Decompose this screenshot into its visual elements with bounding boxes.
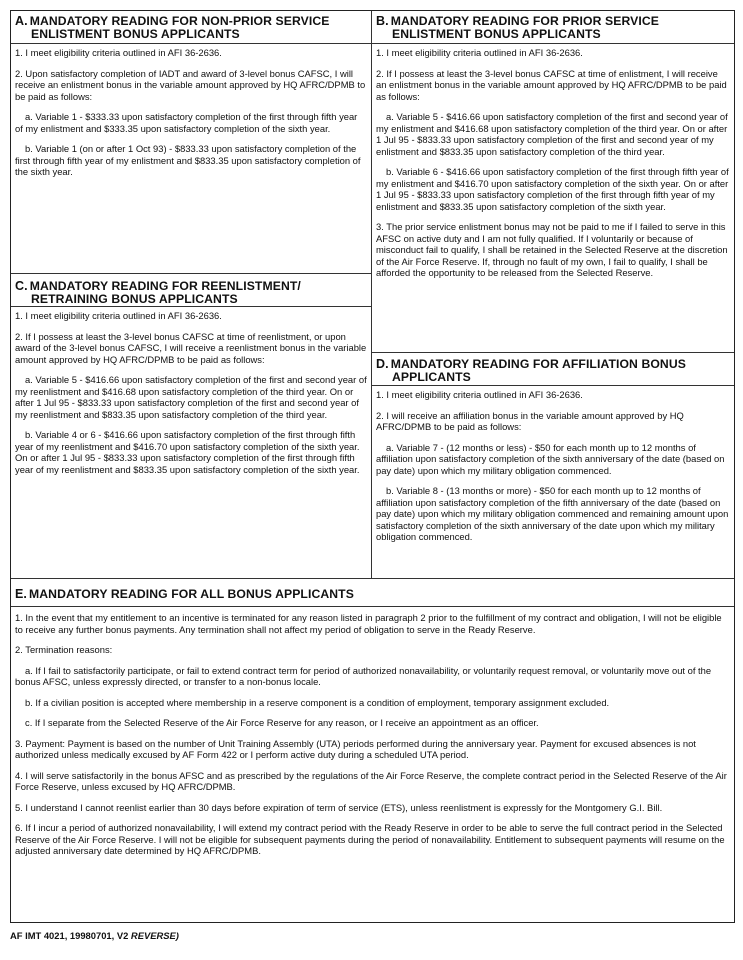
section-e-para: c. If I separate from the Selected Reserve of the Air Force Reserve for any reason, or I receive an appointment as an officer. — [25, 717, 539, 728]
section-a — [11, 11, 371, 273]
section-d-letter: D. — [376, 357, 389, 371]
section-a-para: 1. I meet eligibility criteria outlined in AFI 36-2636. — [15, 47, 222, 58]
section-e-para: a. If I fail to satisfactorily participate, or fail to extend contract term for period of authorized nonavailability, or voluntarily request removal, or voluntarily move out of the bonus AFSC, unless expressly directed, or transfer to a non-bonus locale. — [15, 664, 712, 687]
section-c-header — [11, 274, 371, 306]
section-b-title-line2: ENLISTMENT BONUS APPLICANTS — [392, 27, 601, 41]
section-d-para: 1. I meet eligibility criteria outlined in AFI 36-2636. — [376, 389, 583, 400]
section-b-para: 1. I meet eligibility criteria outlined in AFI 36-2636. — [376, 47, 583, 58]
section-b-para: 3. The prior service enlistment bonus may not be paid to me if I failed to serve in this AFSC on active duty and I am not fully qualified. If I voluntarily or because of misconduct fail to qualify, I shall be retained in the Selected Reserve at the discretion of the Air Force Reserve. If, through no fault of my own, I fail to qualify, I shall be afforded the opportunity to be released from the Selected Reserve. — [376, 221, 728, 278]
section-c-title-line2: RETRAINING BONUS APPLICANTS — [31, 292, 238, 306]
section-c-title-line1: MANDATORY READING FOR REENLISTMENT/ — [29, 279, 301, 293]
section-c — [11, 274, 371, 578]
form-id: AF IMT 4021, 19980701, V2 — [10, 930, 129, 941]
section-d-para: a. Variable 7 - (12 months or less) - $50 for each month up to 12 months of affiliation upon satisfactory completion of the sixth anniversary of the date (based on pay date) upon which my military obligation commenced. — [376, 441, 725, 476]
section-c-para: 2. If I possess at least the 3-level bonus CAFSC at time of reenlistment, or upon award of the 3-level bonus CAFSC, I will receive a reenlistment bonus in the variable amount approved by HQ AFRC/DPMB to be paid as follows: — [15, 330, 367, 365]
section-e-title: MANDATORY READING FOR ALL BONUS APPLICANTS — [29, 587, 354, 601]
section-a-letter: A. — [15, 14, 28, 28]
section-b — [372, 11, 734, 352]
section-e-para: b. If a civilian position is accepted where membership in a reserve component is a condition of employment, temporary assignment excluded. — [25, 696, 610, 708]
section-d-title-line1: MANDATORY READING FOR AFFILIATION BONUS — [390, 357, 686, 371]
section-e — [11, 579, 734, 922]
section-c-letter: C. — [15, 279, 28, 293]
section-a-para: b. Variable 1 (on or after 1 Oct 93) - $833.33 upon satisfactory completion of the first through fifth year of my enlistment and $833.35 upon satisfactory completion of the sixth year. — [15, 143, 361, 177]
section-a-title-line1: MANDATORY READING FOR NON-PRIOR SERVICE — [29, 14, 330, 28]
section-c-para: 1. I meet eligibility criteria outlined in AFI 36-2636. — [15, 310, 222, 321]
section-b-para: a. Variable 5 - $416.66 upon satisfactory completion of the first and second year of my enlistment and $416.68 upon satisfactory completion of the third year. On or after 1 Jul 95 - $833.33 upon satisfactory completion of the first and second year of my enlistment and $833.35 upon satisfactory completion of the third year. — [376, 111, 728, 157]
form-footer — [10, 930, 179, 941]
form-page — [10, 10, 735, 923]
section-c-para: a. Variable 5 - $416.66 upon satisfactory completion of the first and second year of my reenlistment and $416.68 upon satisfactory completion of the third year. On or after 1 Jul 95 - $833.33 upon satisfactory completion of the first and second year of my reenlistment and $833.35 upon satisfactory completion of the third year. — [15, 374, 367, 420]
section-e-header — [11, 579, 734, 606]
section-a-header — [11, 11, 371, 43]
section-e-para: 2. Termination reasons: — [15, 644, 113, 655]
section-e-letter: E. — [15, 587, 28, 601]
section-e-para: 1. In the event that my entitlement to an incentive is terminated for any reason listed in paragraph 2 prior to the fulfillment of my contract and obligation, I will not be eligible to receive any further bonus payments. Any termination shall not affect my period of obligation to serve in the Ready Reserve. — [15, 612, 722, 635]
section-b-header — [372, 11, 734, 43]
section-d-para: b. Variable 8 - (13 months or more) - $50 for each month up to 12 months of affiliation upon satisfactory completion of the fifth anniversary of the date (based on pay date) upon which my military obligation commenced and remaining amount upon satisfactory completion of the sixth anniversary of the date upon which my military obligation commenced. — [376, 485, 729, 542]
section-d — [372, 353, 734, 578]
section-e-para: 5. I understand I cannot reenlist earlier than 30 days before expiration of term of service (ETS), unless reenlistment is expressly for the Montgomery G.I. Bill. — [15, 801, 663, 813]
section-b-letter: B. — [376, 14, 389, 28]
section-d-header — [372, 353, 734, 385]
section-a-para: a. Variable 1 - $333.33 upon satisfactory completion of the first through fifth year of my enlistment and $333.35 upon satisfactory completion of the sixth year. — [15, 111, 358, 134]
form-side: REVERSE) — [130, 930, 179, 941]
section-d-para: 2. I will receive an affiliation bonus in the variable amount approved by HQ AFRC/DPMB to be paid as follows: — [376, 409, 684, 432]
section-e-para: 6. If I incur a period of authorized nonavailability, I will extend my contract period with the Ready Reserve in order to be able to serve the full contract period in the Selected Reserve of the Air Force Reserve. I will not be eligible for subsequent payments during the period of nonavailability. Entitlement to subsequent payments will resume on the adjusted anniversary date determined by HQ AFRC/DPMB. — [15, 822, 725, 856]
section-b-title-line1: MANDATORY READING FOR PRIOR SERVICE — [390, 14, 659, 28]
section-a-title-line2: ENLISTMENT BONUS APPLICANTS — [31, 27, 240, 41]
section-e-para: 3. Payment: Payment is based on the number of Unit Training Assembly (UTA) periods performed during the anniversary year. Payment for excused absences is not authorized unless medically excused by AF Form 422 or I perform active duty during a scheduled UTA period. — [15, 737, 696, 760]
section-e-para: 4. I will serve satisfactorily in the bonus AFSC and as prescribed by the regulations of the Air Force Reserve, the complete contract period in the Selected Reserve of the Air Force Reserve, unless excused by HQ AFRC/DPMB. — [15, 769, 727, 792]
section-d-title-line2: APPLICANTS — [392, 370, 471, 384]
section-b-para: 2. If I possess at least the 3-level bonus CAFSC at time of enlistment, I will receive an enlistment bonus in the variable amount approved by HQ AFRC/DPMB to be paid as follows: — [376, 67, 727, 102]
section-b-para: b. Variable 6 - $416.66 upon satisfactory completion of the first through fifth year of my enlistment and $416.70 upon satisfactory completion of the sixth year. On or after 1 Jul 95 - $833.33 upon satisfactory completion of the first through fifth year of my enlistment and $833.35 upon satisfactory completion of the sixth year. — [376, 166, 729, 212]
section-c-para: b. Variable 4 or 6 - $416.66 upon satisfactory completion of the first through fifth year of my reenlistment and $416.70 upon satisfactory completion of the sixth year. On or after 1 Jul 95 - $833.33 upon satisfactory completion of the first through fifth year of my reenlistment and $833.35 upon satisfactory completion of the sixth year. — [15, 429, 360, 475]
section-a-para: 2. Upon satisfactory completion of IADT and award of 3-level bonus CAFSC, I will receive an enlistment bonus in the variable amount approved by HQ AFRC/DPMB to be paid as follows: — [15, 67, 366, 102]
